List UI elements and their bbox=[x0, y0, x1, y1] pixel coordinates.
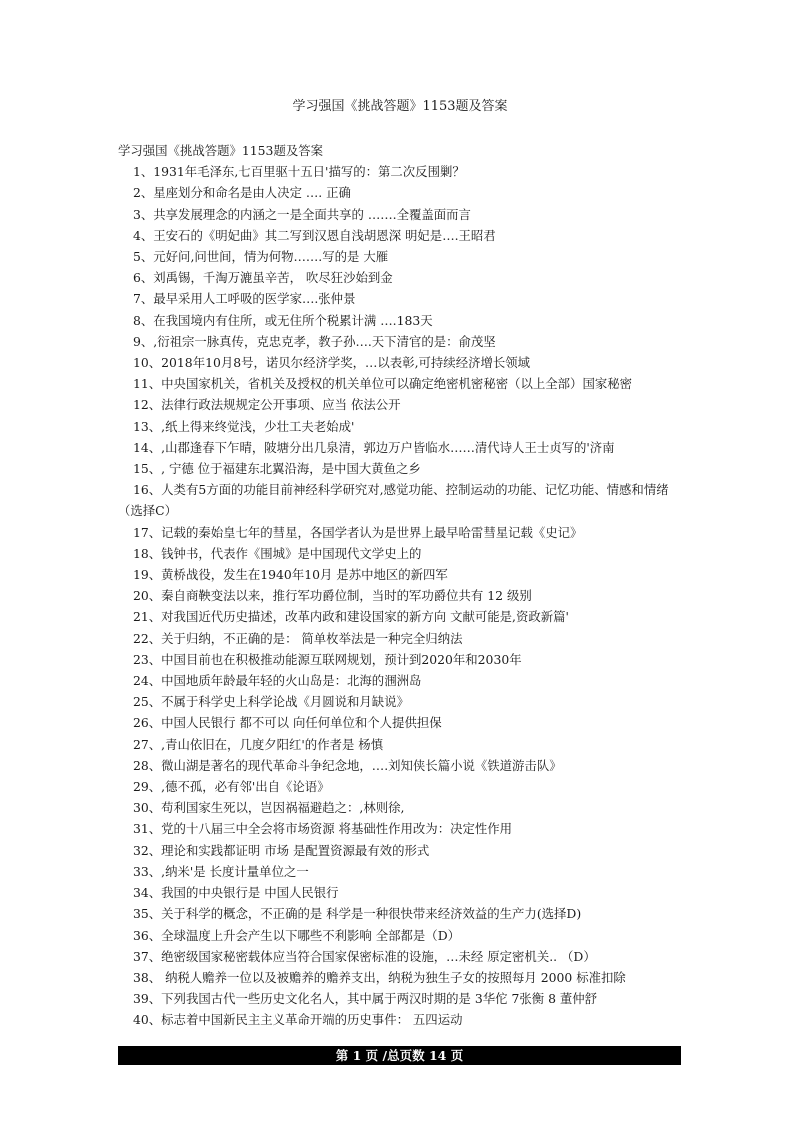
question-item: 33、,纳米'是 长度计量单位之一 bbox=[133, 863, 309, 879]
question-item: 38、 纳税人赡养一位以及被赡养的赡养支出，纳税为独生子女的按照每月 2000 标准扣除 bbox=[133, 969, 626, 985]
question-item: 36、全球温度上升会产生以下哪些不利影响 全部都是（D） bbox=[133, 927, 461, 943]
question-item: 28、微山湖是著名的现代革命斗争纪念地，….刘知侠长篇小说《铁道游击队》 bbox=[133, 757, 562, 773]
question-item: 20、秦自商鞅变法以来，推行军功爵位制，当时的军功爵位共有 12 级别 bbox=[133, 588, 532, 604]
question-item: 31、党的十八届三中全会将市场资源 将基础性作用改为：决定性作用 bbox=[133, 821, 513, 837]
question-item: 30、苟利国家生死以，岂因祸福避趋之：,林则徐, bbox=[133, 800, 405, 816]
question-item: 13、,纸上得来终觉浅，少壮工夫老始成' bbox=[133, 418, 355, 434]
question-item: 5、元好问,问世间，情为何物…….写的是 大雁 bbox=[133, 249, 389, 264]
question-item: 32、理论和实践都证明 市场 是配置资源最有效的形式 bbox=[133, 842, 430, 858]
page-title: 学习强国《挑战答题》1153题及答案 bbox=[292, 99, 508, 114]
question-item: 10、2018年10月8号，诺贝尔经济学奖，…以表彰,可持续经济增长领域 bbox=[133, 355, 531, 371]
question-item: 34、我国的中央银行是 中国人民银行 bbox=[133, 885, 339, 901]
question-item: 12、法律行政法规规定公开事项、应当 依法公开 bbox=[133, 397, 401, 413]
question-item: 1、1931年毛泽东,七百里驱十五日'描写的：第二次反围剿？ bbox=[133, 164, 465, 180]
question-item: 40、标志着中国新民主主义革命开端的历史事件： 五四运动 bbox=[133, 1012, 463, 1028]
question-item: 9、,衍祖宗一脉真传，克忠克孝，教子孙….天下清官的是：俞茂坚 bbox=[133, 333, 496, 349]
question-list bbox=[118, 161, 688, 1030]
question-item: 15、, 宁德 位于福建东北翼沿海，是中国大黄鱼之乡 bbox=[133, 461, 421, 477]
question-item: 7、最早采用人工呼吸的医学家….张仲景 bbox=[133, 291, 356, 307]
question-item: 6、刘禹锡，千淘万漉虽辛苦， 吹尽狂沙始到金 bbox=[133, 270, 393, 286]
question-item: 18、钱钟书，代表作《围城》是中国现代文学史上的 bbox=[133, 545, 422, 561]
question-item: 3、共享发展理念的内涵之一是全面共享的 …….全覆盖面而言 bbox=[133, 206, 471, 222]
question-item: 37、绝密级国家秘密载体应当符合国家保密标准的设施，…未经 原定密机关.. （D） bbox=[133, 948, 596, 964]
question-item: 22、关于归纳，不正确的是： 简单枚举法是一种完全归纳法 bbox=[133, 630, 463, 646]
question-item: 39、下列我国古代一些历史文化名人，其中属于两汉时期的是 3华佗 7张衡 8 董仲舒 bbox=[133, 991, 598, 1007]
question-item: 16、人类有5方面的功能目前神经科学研究对,感觉功能、控制运动的功能、记忆功能、情感和情绪（选择C） bbox=[118, 482, 669, 519]
question-item: 25、不属于科学史上科学论战《月圆说和月缺说》 bbox=[133, 694, 409, 710]
document-subtitle: 学习强国《挑战答题》1153题及答案 bbox=[118, 143, 324, 158]
question-item: 19、黄桥战役，发生在1940年10月 是苏中地区的新四军 bbox=[133, 567, 448, 583]
question-item: 11、中央国家机关，省机关及授权的机关单位可以确定绝密机密秘密（以上全部）国家秘密 bbox=[133, 376, 633, 392]
question-item: 4、王安石的《明妃曲》其二写到汉恩自浅胡恩深 明妃是….王昭君 bbox=[133, 227, 496, 243]
question-item: 2、星座划分和命名是由人决定 …. 正确 bbox=[133, 185, 351, 201]
document-body bbox=[118, 140, 688, 1031]
page-footer: 第 1 页 /总页数 14 页 bbox=[118, 1046, 681, 1065]
question-item: 21、对我国近代历史描述，改革内政和建设国家的新方向 文献可能是,资政新篇' bbox=[133, 609, 569, 625]
question-item: 26、中国人民银行 都不可以 向任何单位和个人提供担保 bbox=[133, 715, 442, 731]
question-item: 24、中国地质年龄最年轻的火山岛是：北海的涠洲岛 bbox=[133, 673, 422, 689]
question-item: 35、关于科学的概念，不正确的是 科学是一种很快带来经济效益的生产力(选择D) bbox=[133, 906, 582, 922]
question-item: 29、,德不孤，必有邻'出自《论语》 bbox=[133, 779, 330, 795]
question-item: 23、中国目前也在积极推动能源互联网规划，预计到2020年和2030年 bbox=[133, 651, 522, 667]
question-item: 8、在我国境内有住所，或无住所个税累计满 ….183天 bbox=[133, 312, 433, 328]
question-item: 27、,青山依旧在，几度夕阳红'的作者是 杨慎 bbox=[133, 736, 384, 752]
question-item: 14、,山郡逢春下乍晴，陂塘分出几泉清，郭边万户皆临水……清代诗人王士贞写的'济南 bbox=[133, 439, 615, 455]
question-item: 17、记载的秦始皇七年的彗星，各国学者认为是世界上最早哈雷彗星记载《史记》 bbox=[133, 524, 583, 540]
